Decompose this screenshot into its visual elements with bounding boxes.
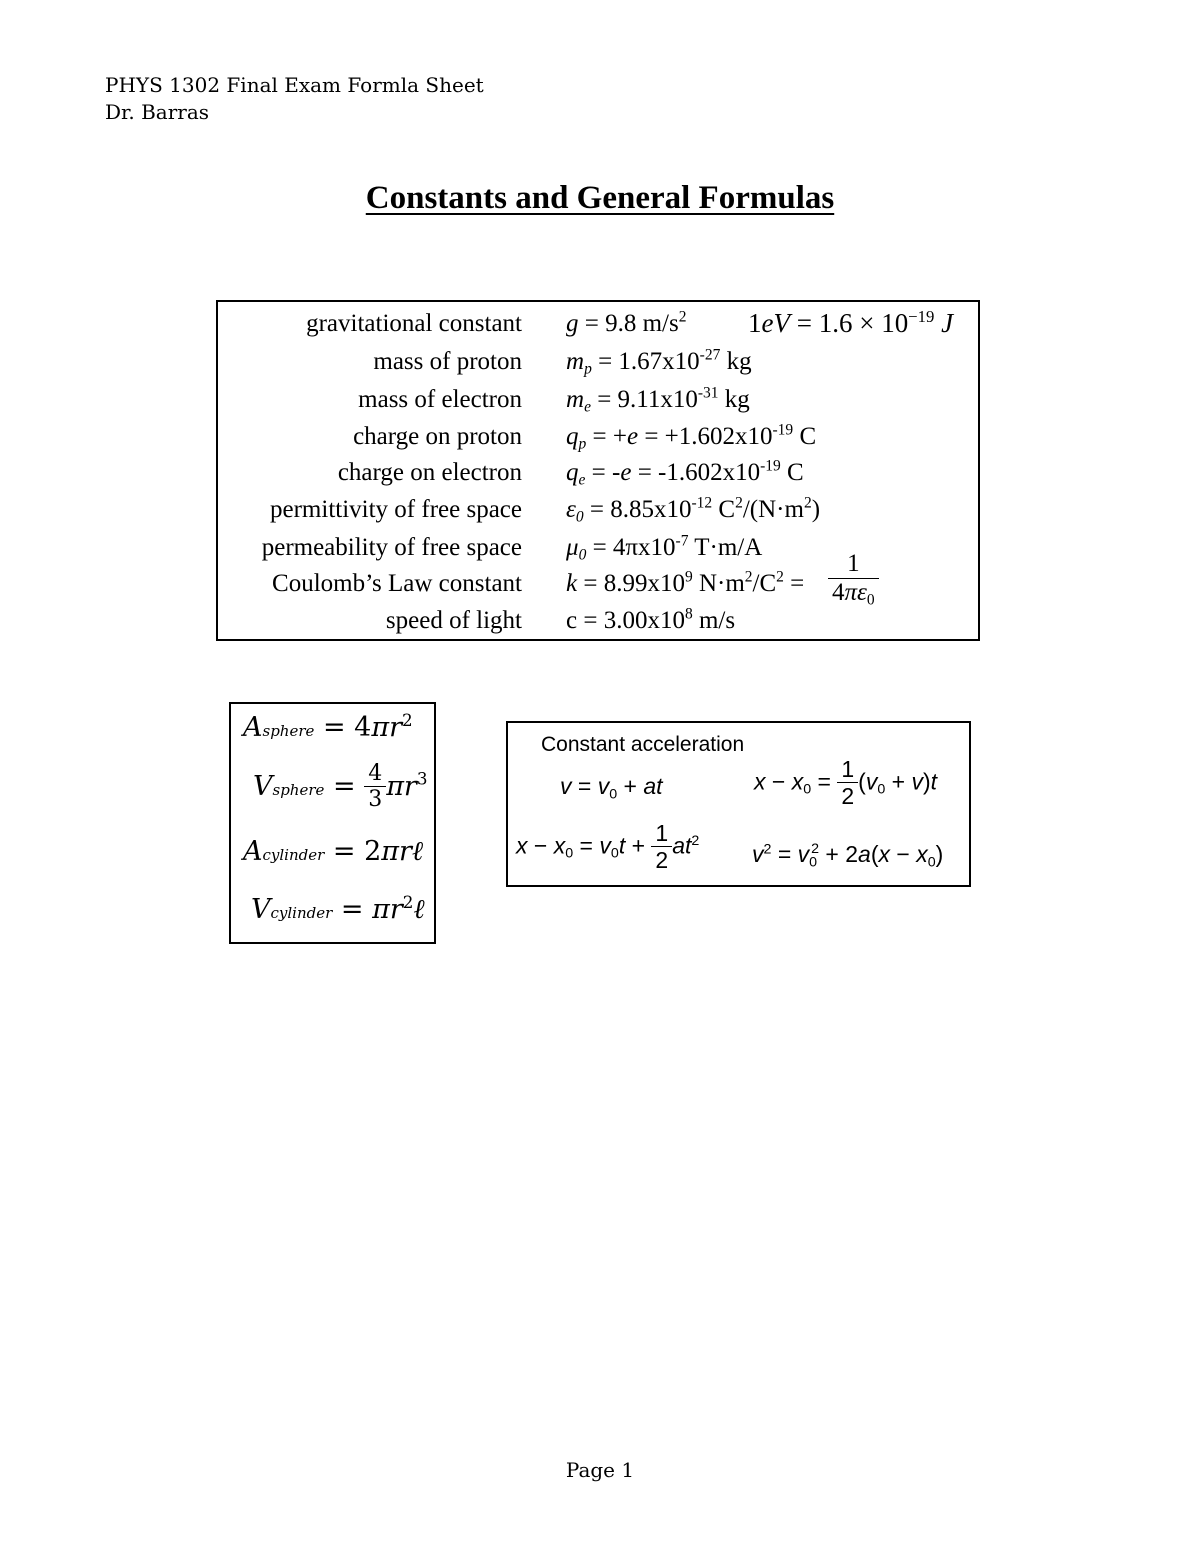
instructor-name: Dr. Barras xyxy=(105,100,210,124)
displacement-equation: $x - x_0 = v_0t$ + $\frac{1}{2}$ $at^2$ xyxy=(516,820,700,874)
constant-value: $c = 3.00x10^8$ m/s xyxy=(566,605,736,634)
constant-row-speed-of-light xyxy=(218,607,978,643)
constant-label: speed of light xyxy=(385,607,522,634)
constant-row-gravity xyxy=(218,306,978,346)
constant-label: permeability of free space xyxy=(261,534,522,561)
constant-label: gravitational constant xyxy=(306,310,522,337)
kinematics-box xyxy=(506,721,971,887)
coulomb-fraction: $\frac{1}{4\pi\varepsilon_0}$ xyxy=(828,550,879,607)
constant-label: Coulomb’s Law constant xyxy=(272,570,522,597)
constant-value: $\varepsilon_0 = 8.85x10^{-12}$ $C^2/(N\cdot m^2)$ xyxy=(566,494,821,526)
constant-row-electron-mass xyxy=(218,386,978,422)
sphere-area-formula: Asphere = $4\pi r^2$ xyxy=(243,709,413,743)
average-velocity-equation: $x - x_0$ = $\frac{1}{2}$ $(v_0 + v)t$ xyxy=(754,756,938,810)
velocity-squared-equation: $v^2 = v_0^2 + 2a(x - x_0)$ xyxy=(752,841,944,871)
constant-value: $k = 8.99x10^9$ $N\cdot m^2/C^2$ = xyxy=(566,568,805,597)
cylinder-volume-formula: Vcylinder = $\pi r^2\ell$ xyxy=(251,891,425,925)
cylinder-area-formula: Acylinder = 2πrℓ xyxy=(243,836,424,867)
constant-label: mass of proton xyxy=(373,348,522,375)
constant-label: charge on electron xyxy=(337,459,522,486)
constant-label: permittivity of free space xyxy=(270,496,522,523)
geometry-box xyxy=(229,702,436,944)
electron-volt-value: $1eV = 1.6 \times 10^{-19}$ J xyxy=(748,306,954,338)
constant-row-proton-mass xyxy=(218,348,978,384)
constant-label: charge on proton xyxy=(353,423,522,450)
constant-value: $q_p = +e = +1.602x10^{-19}$ C xyxy=(566,421,817,453)
constant-row-electron-charge xyxy=(218,459,978,495)
constant-value: $m_e = 9.11x10^{-31}$ kg xyxy=(566,384,750,416)
page-title: Constants and General Formulas xyxy=(365,180,835,216)
constants-box xyxy=(216,300,980,641)
sphere-volume-formula: Vsphere = $\frac{4}{3}$ $\pi r^3$ xyxy=(253,761,428,813)
constant-value: $q_e = -e = -1.602x10^{-19}$ C xyxy=(566,457,804,489)
page-number: Page 1 xyxy=(565,1458,635,1482)
constant-label: mass of electron xyxy=(358,386,522,413)
constant-value: $m_p = 1.67x10^{-27}$ kg xyxy=(566,346,752,378)
constant-row-permittivity xyxy=(218,496,978,532)
kinematics-title: Constant acceleration xyxy=(541,733,745,756)
constant-value: g = 9.8 $m/s^2$ xyxy=(566,308,687,337)
constant-row-proton-charge xyxy=(218,423,978,459)
document-header xyxy=(105,72,484,126)
constant-value: $\mu_0 = 4\pi x10^{-7}$ T·m/A xyxy=(566,532,763,564)
velocity-equation: $v = v_0$ + at xyxy=(560,773,663,803)
course-title: PHYS 1302 Final Exam Formla Sheet xyxy=(105,73,484,97)
